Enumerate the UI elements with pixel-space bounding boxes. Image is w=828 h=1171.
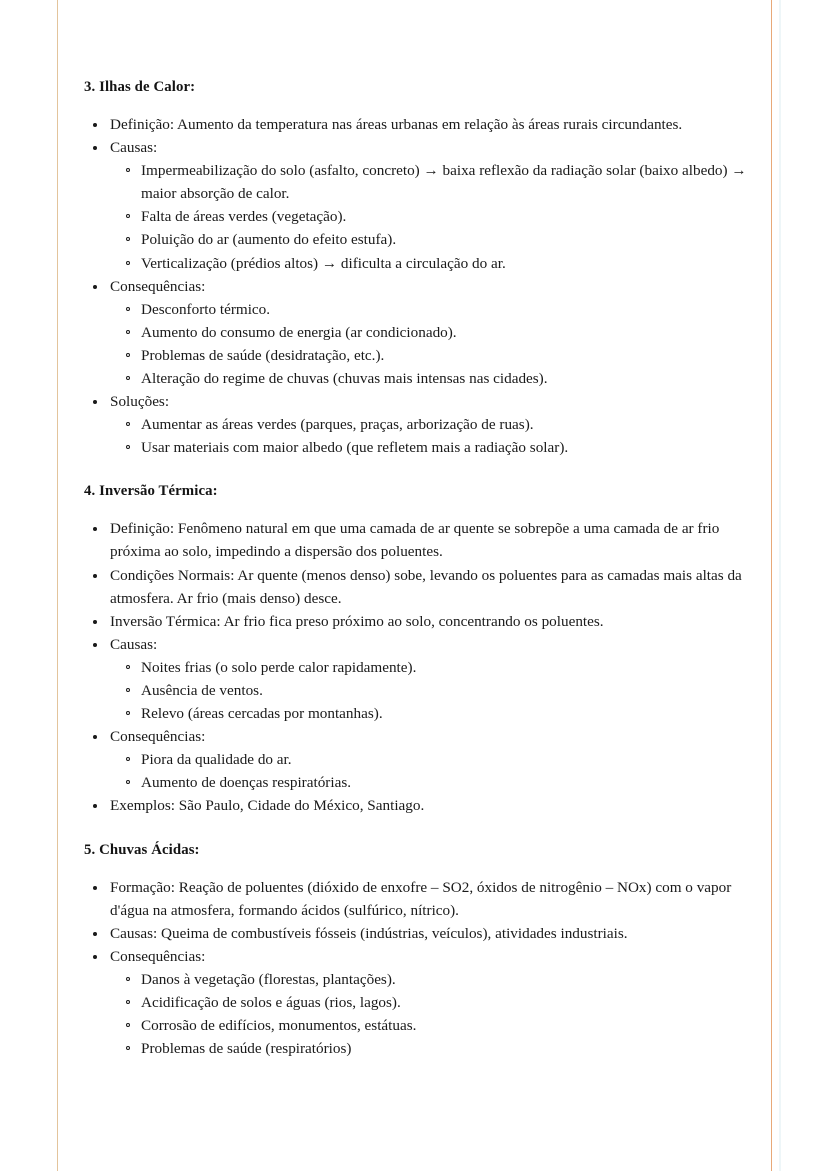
sub-bullet-list [110,748,749,794]
list-item [84,610,749,633]
list-item-label: Inversão Térmica: Ar frio fica preso próximo ao solo, concentrando os poluentes. [110,612,604,630]
list-item [84,136,749,275]
sub-bullet-list [110,159,749,274]
sub-list-item-label: Poluição do ar (aumento do efeito estufa). [141,231,397,249]
list-item [84,517,749,563]
circle-bullet-icon [126,771,132,794]
list-item-label: Definição: Aumento da temperatura nas áreas urbanas em relação às áreas rurais circundantes. [110,115,683,133]
right-margin-rule-secondary [779,0,781,1171]
circle-bullet-icon [126,991,132,1014]
list-item [84,390,749,459]
sub-list-item-label: Piora da qualidade do ar. [141,751,292,769]
sub-list-item-label: Problemas de saúde (desidratação, etc.). [141,346,385,364]
list-item-label: Consequências: [110,947,206,965]
sub-list-item [110,159,749,205]
list-item [84,876,749,922]
right-margin-rule [771,0,772,1171]
sub-list-item-label: Problemas de saúde (respiratórios) [141,1040,352,1058]
document-section [84,78,749,459]
circle-bullet-icon [126,228,132,251]
sub-list-item [110,367,749,390]
sub-list-item [110,228,749,251]
sub-list-item [110,321,749,344]
document-content [84,78,749,1060]
list-item-label: Soluções: [110,393,170,411]
sub-list-item [110,205,749,228]
list-item-label: Formação: Reação de poluentes (dióxido de enxofre – SO2, óxidos de nitrogênio – NOx) com o vapor d'água na atmosfera, formando ácidos (sulfúrico, nítrico). [110,878,732,919]
list-item [84,922,749,945]
list-item [84,564,749,610]
sub-list-item-label: Aumento do consumo de energia (ar condicionado). [141,323,457,341]
sub-list-item-label: Desconforto térmico. [141,300,271,318]
sub-list-item [110,252,749,275]
circle-bullet-icon [126,1037,132,1060]
document-section [84,459,749,817]
sub-bullet-list [110,968,749,1060]
sub-list-item [110,1014,749,1037]
list-item [84,725,749,794]
sub-list-item-label: Corrosão de edifícios, monumentos, estátuas. [141,1017,417,1035]
section-heading: 4. Inversão Térmica: [84,483,218,500]
circle-bullet-icon [126,656,132,679]
list-item-label: Causas: Queima de combustíveis fósseis (indústrias, veículos), atividades industriais. [110,924,628,942]
circle-bullet-icon [126,748,132,771]
sub-list-item-label: Aumentar as áreas verdes (parques, praças, arborização de ruas). [141,416,534,434]
section-heading: 3. Ilhas de Calor: [84,79,196,95]
circle-bullet-icon [126,413,132,436]
list-item-label: Definição: Fenômeno natural em que uma camada de ar quente se sobrepõe a uma camada de ar frio próxima ao solo, impedindo a dispersão dos poluentes. [110,520,720,561]
list-item [84,275,749,390]
sub-list-item-label: Usar materiais com maior albedo (que refletem mais a radiação solar). [141,439,569,457]
list-item [84,633,749,725]
circle-bullet-icon [126,344,132,367]
circle-bullet-icon [126,252,132,275]
left-margin-rule [57,0,58,1171]
sub-list-item [110,1037,749,1060]
circle-bullet-icon [126,159,132,205]
sub-list-item [110,748,749,771]
section-heading: 5. Chuvas Ácidas: [84,841,200,858]
sub-list-item-label: Acidificação de solos e águas (rios, lagos). [141,994,401,1011]
sub-list-item [110,771,749,794]
list-item [84,113,749,136]
sub-list-item-label: Impermeabilização do solo (asfalto, concreto) → baixa reflexão da radiação solar (baixo albedo) → maior absorção de calor. [141,162,747,203]
sub-list-item [110,298,749,321]
bullet-list [84,876,749,1061]
circle-bullet-icon [126,367,132,390]
sub-list-item-label: Aumento de doenças respiratórias. [141,774,352,792]
sub-list-item-label: Danos à vegetação (florestas, plantações). [141,970,396,988]
list-item [84,945,749,1060]
sub-list-item-label: Relevo (áreas cercadas por montanhas). [141,705,383,723]
list-item-label: Causas: [110,635,158,653]
sub-list-item-label: Verticalização (prédios altos) → dificulta a circulação do ar. [141,254,506,272]
circle-bullet-icon [126,321,132,344]
section-spacer [84,818,749,841]
sub-bullet-list [110,298,749,390]
sub-list-item [110,344,749,367]
list-item-label: Causas: [110,139,158,157]
list-item-label: Condições Normais: Ar quente (menos denso) sobe, levando os poluentes para as camadas mais altas da atmosfera. Ar frio (mais denso) desce. [110,566,742,607]
list-item-label: Consequências: [110,277,206,295]
sub-bullet-list [110,656,749,725]
circle-bullet-icon [126,205,132,228]
sub-list-item [110,968,749,991]
sub-list-item [110,702,749,725]
sub-list-item [110,413,749,436]
circle-bullet-icon [126,436,132,459]
circle-bullet-icon [126,1014,132,1037]
sub-list-item-label: Falta de áreas verdes (vegetação). [141,208,347,226]
circle-bullet-icon [126,968,132,991]
circle-bullet-icon [126,679,132,702]
bullet-list [84,517,749,817]
sub-list-item-label: Ausência de ventos. [141,682,263,699]
list-item-label: Consequências: [110,728,206,746]
sub-list-item-label: Alteração do regime de chuvas (chuvas mais intensas nas cidades). [141,370,548,387]
sub-list-item-label: Noites frias (o solo perde calor rapidamente). [141,658,417,676]
circle-bullet-icon [126,298,132,321]
sub-list-item [110,991,749,1014]
document-section [84,818,749,1061]
bullet-list [84,113,749,459]
list-item [84,794,749,817]
circle-bullet-icon [126,702,132,725]
sub-list-item [110,679,749,702]
sub-bullet-list [110,413,749,459]
list-item-label: Exemplos: São Paulo, Cidade do México, Santiago. [110,797,425,815]
section-spacer [84,459,749,482]
sub-list-item [110,436,749,459]
sub-list-item [110,656,749,679]
